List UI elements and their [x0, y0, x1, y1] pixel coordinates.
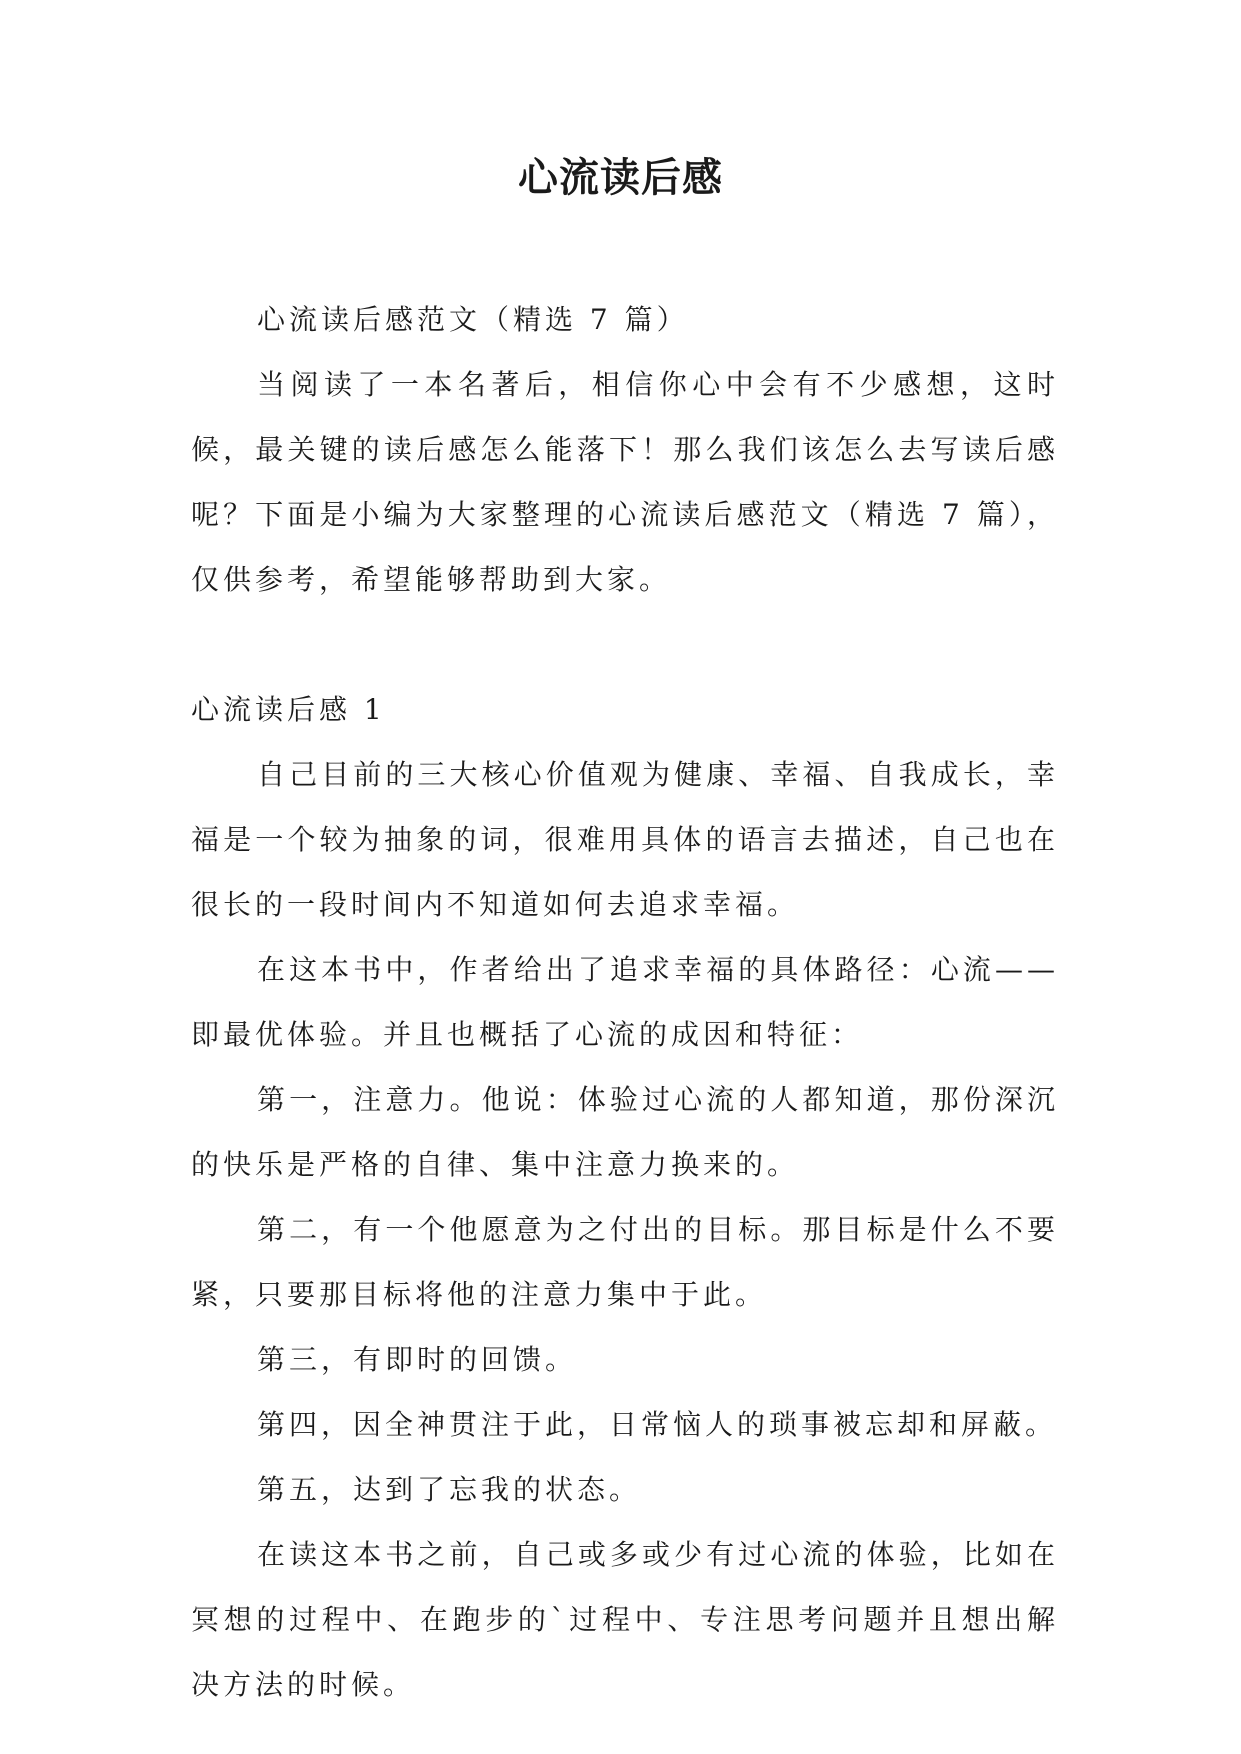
paragraph-spacer [191, 612, 1059, 677]
body-paragraph: 第五，达到了忘我的状态。 [257, 1473, 642, 1506]
body-paragraph: 第一，注意力。他说：体验过心流的人都知道，那份深沉的快乐是严格的自律、集中注意力换来的。 [191, 1083, 1059, 1181]
body-paragraph: 第三，有即时的回馈。 [257, 1343, 578, 1376]
body-paragraph: 自己目前的三大核心价值观为健康、幸福、自我成长，幸福是一个较为抽象的词，很难用具体的语言去描述，自己也在很长的一段时间内不知道如何去追求幸福。 [191, 758, 1059, 921]
document-title: 心流读后感 [518, 155, 723, 201]
section-heading: 心流读后感 1 [191, 693, 386, 726]
body-paragraph: 第四，因全神贯注于此，日常恼人的琐事被忘却和屏蔽。 [257, 1408, 1058, 1441]
body-paragraph: 在读这本书之前，自己或多或少有过心流的体验，比如在冥想的过程中、在跑步的`过程中、专注思考问题并且想出解决方法的时候。 [191, 1538, 1059, 1701]
body-paragraph: 在这本书中，作者给出了追求幸福的具体路径：心流——即最优体验。并且也概括了心流的成因和特征： [191, 953, 1059, 1051]
body-paragraph: 第二，有一个他愿意为之付出的目标。那目标是什么不要紧，只要那目标将他的注意力集中于此。 [191, 1213, 1059, 1311]
intro-paragraph: 当阅读了一本名著后，相信你心中会有不少感想，这时候，最关键的读后感怎么能落下！那么我们该怎么去写读后感呢？下面是小编为大家整理的心流读后感范文（精选 7 篇），仅供参考，希望能够帮助到大家。 [191, 368, 1059, 596]
document-body [191, 287, 1059, 1717]
subtitle-paragraph: 心流读后感范文（精选 7 篇） [257, 303, 689, 336]
